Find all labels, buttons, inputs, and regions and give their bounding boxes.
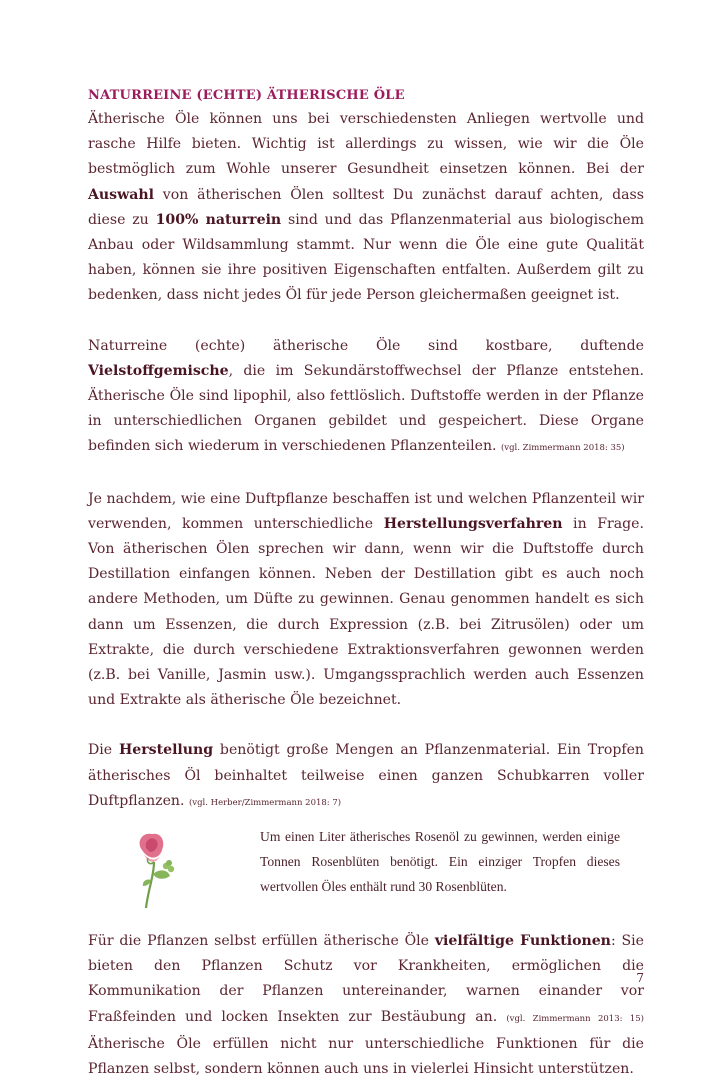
- citation: (vgl. Herber/Zimmermann 2018: 7): [188, 797, 342, 808]
- page-content: [88, 88, 644, 1082]
- paragraph-2: [88, 334, 644, 462]
- paragraph-5: [88, 929, 644, 1082]
- bold-term: Auswahl: [88, 186, 154, 203]
- bold-term: vielfältige Funktionen: [434, 933, 611, 950]
- text: in Frage. Von ätherischen Ölen sprechen wir dann, wenn wir die Duftstoffe durch Destillation einfangen können. Neben der Destillation gibt es auch noch andere Methoden, um Düfte zu gewinnen. Genau genommen handelt es sich dann um Essenzen, die durch Expression (z.B. bei Zitrusölen) oder um Extrakte, die durch verschiedene Extraktionsverfahren gewonnen werden (z.B. bei Vanille, Jasmin usw.). Umgangssprachlich werden auch Essenzen und Extrakte als ätherische Öle bezeichnet.: [88, 515, 644, 709]
- rose-fact-box: [88, 824, 644, 919]
- bold-term: Herstellung: [118, 742, 214, 759]
- citation: (vgl. Zimmermann 2018: 35): [500, 443, 625, 454]
- text: Ätherische Öle können uns bei verschiedensten Anliegen wertvolle und rasche Hilfe bieten. Wichtig ist allerdings zu wissen, wie wir die Öle bestmöglich zum Wohle unserer Gesundheit einsetzen können. Bei der: [88, 111, 644, 178]
- bold-term: Vielstoffgemische: [88, 362, 229, 379]
- text: Die: [88, 742, 119, 759]
- text: : Sie bieten den Pflanzen Schutz vor Krankheiten, ermöglichen die Kommunikation der Pflanzen untereinander, warnen einander vor Fraßfeinden und locken Insekten zur Bestäubung an.: [88, 933, 645, 1025]
- paragraph-1: [88, 107, 644, 309]
- text: benötigt große Mengen an Pflanzenmaterial. Ein Tropfen ätherisches Öl beinhaltet teilweise einen ganzen Schubkarren voller Duftpflanzen.: [88, 742, 644, 809]
- text: Je nachdem, wie eine Duftpflanze beschaffen ist und welchen Pflanzenteil wir verwenden, kommen unterschiedliche: [88, 490, 644, 532]
- citation: (vgl. Zimmermann 2013: 15): [506, 1013, 644, 1024]
- text: Naturreine (echte) ätherische Öle sind kostbare, duftende: [88, 337, 644, 354]
- text: Ätherische Öle erfüllen nicht nur unterschiedliche Funktionen für die Pflanzen selbst, sondern können auch uns in vielerlei Hinsicht unterstützen.: [88, 1035, 644, 1078]
- bold-term: 100% naturrein: [155, 211, 282, 228]
- text: , die im Sekundärstoffwechsel der Pflanze entstehen. Ätherische Öle sind lipophil, also fettlöslich. Duftstoffe werden in der Pflanze in unterschiedlichen Organen gebildet und gespeichert. Diese Organe befinden sich wiederum in verschiedenen Pflanzenteilen.: [88, 362, 644, 455]
- page-number: 7: [636, 971, 644, 985]
- text: sind und das Pflanzenmaterial aus biologischem Anbau oder Wildsammlung stammt. Nur wenn die Öle eine gute Qualität haben, können sie ihre positiven Eigenschaften entfalten. Außerdem gilt zu bedenken, dass nicht jedes Öl für jede Person gleichermaßen geeignet ist.: [88, 211, 645, 304]
- rose-flower-icon: [124, 828, 186, 910]
- section-heading: NATURREINE (ECHTE) ÄTHERISCHE ÖLE: [88, 88, 405, 103]
- bold-term: Herstellungsverfahren: [383, 515, 563, 532]
- paragraph-4: [88, 738, 644, 816]
- rose-fact-text: Um einen Liter ätherisches Rosenöl zu gewinnen, werden einige Tonnen Rosenblüten benötigt. Ein einziger Tropfen dieses wertvollen Öles enthält rund 30 Rosenblüten.: [260, 829, 620, 895]
- text: von ätherischen Ölen solltest Du zunächst darauf achten, dass diese zu: [88, 186, 644, 228]
- text: Für die Pflanzen selbst erfüllen ätherische Öle: [88, 933, 435, 950]
- paragraph-3: [88, 487, 644, 714]
